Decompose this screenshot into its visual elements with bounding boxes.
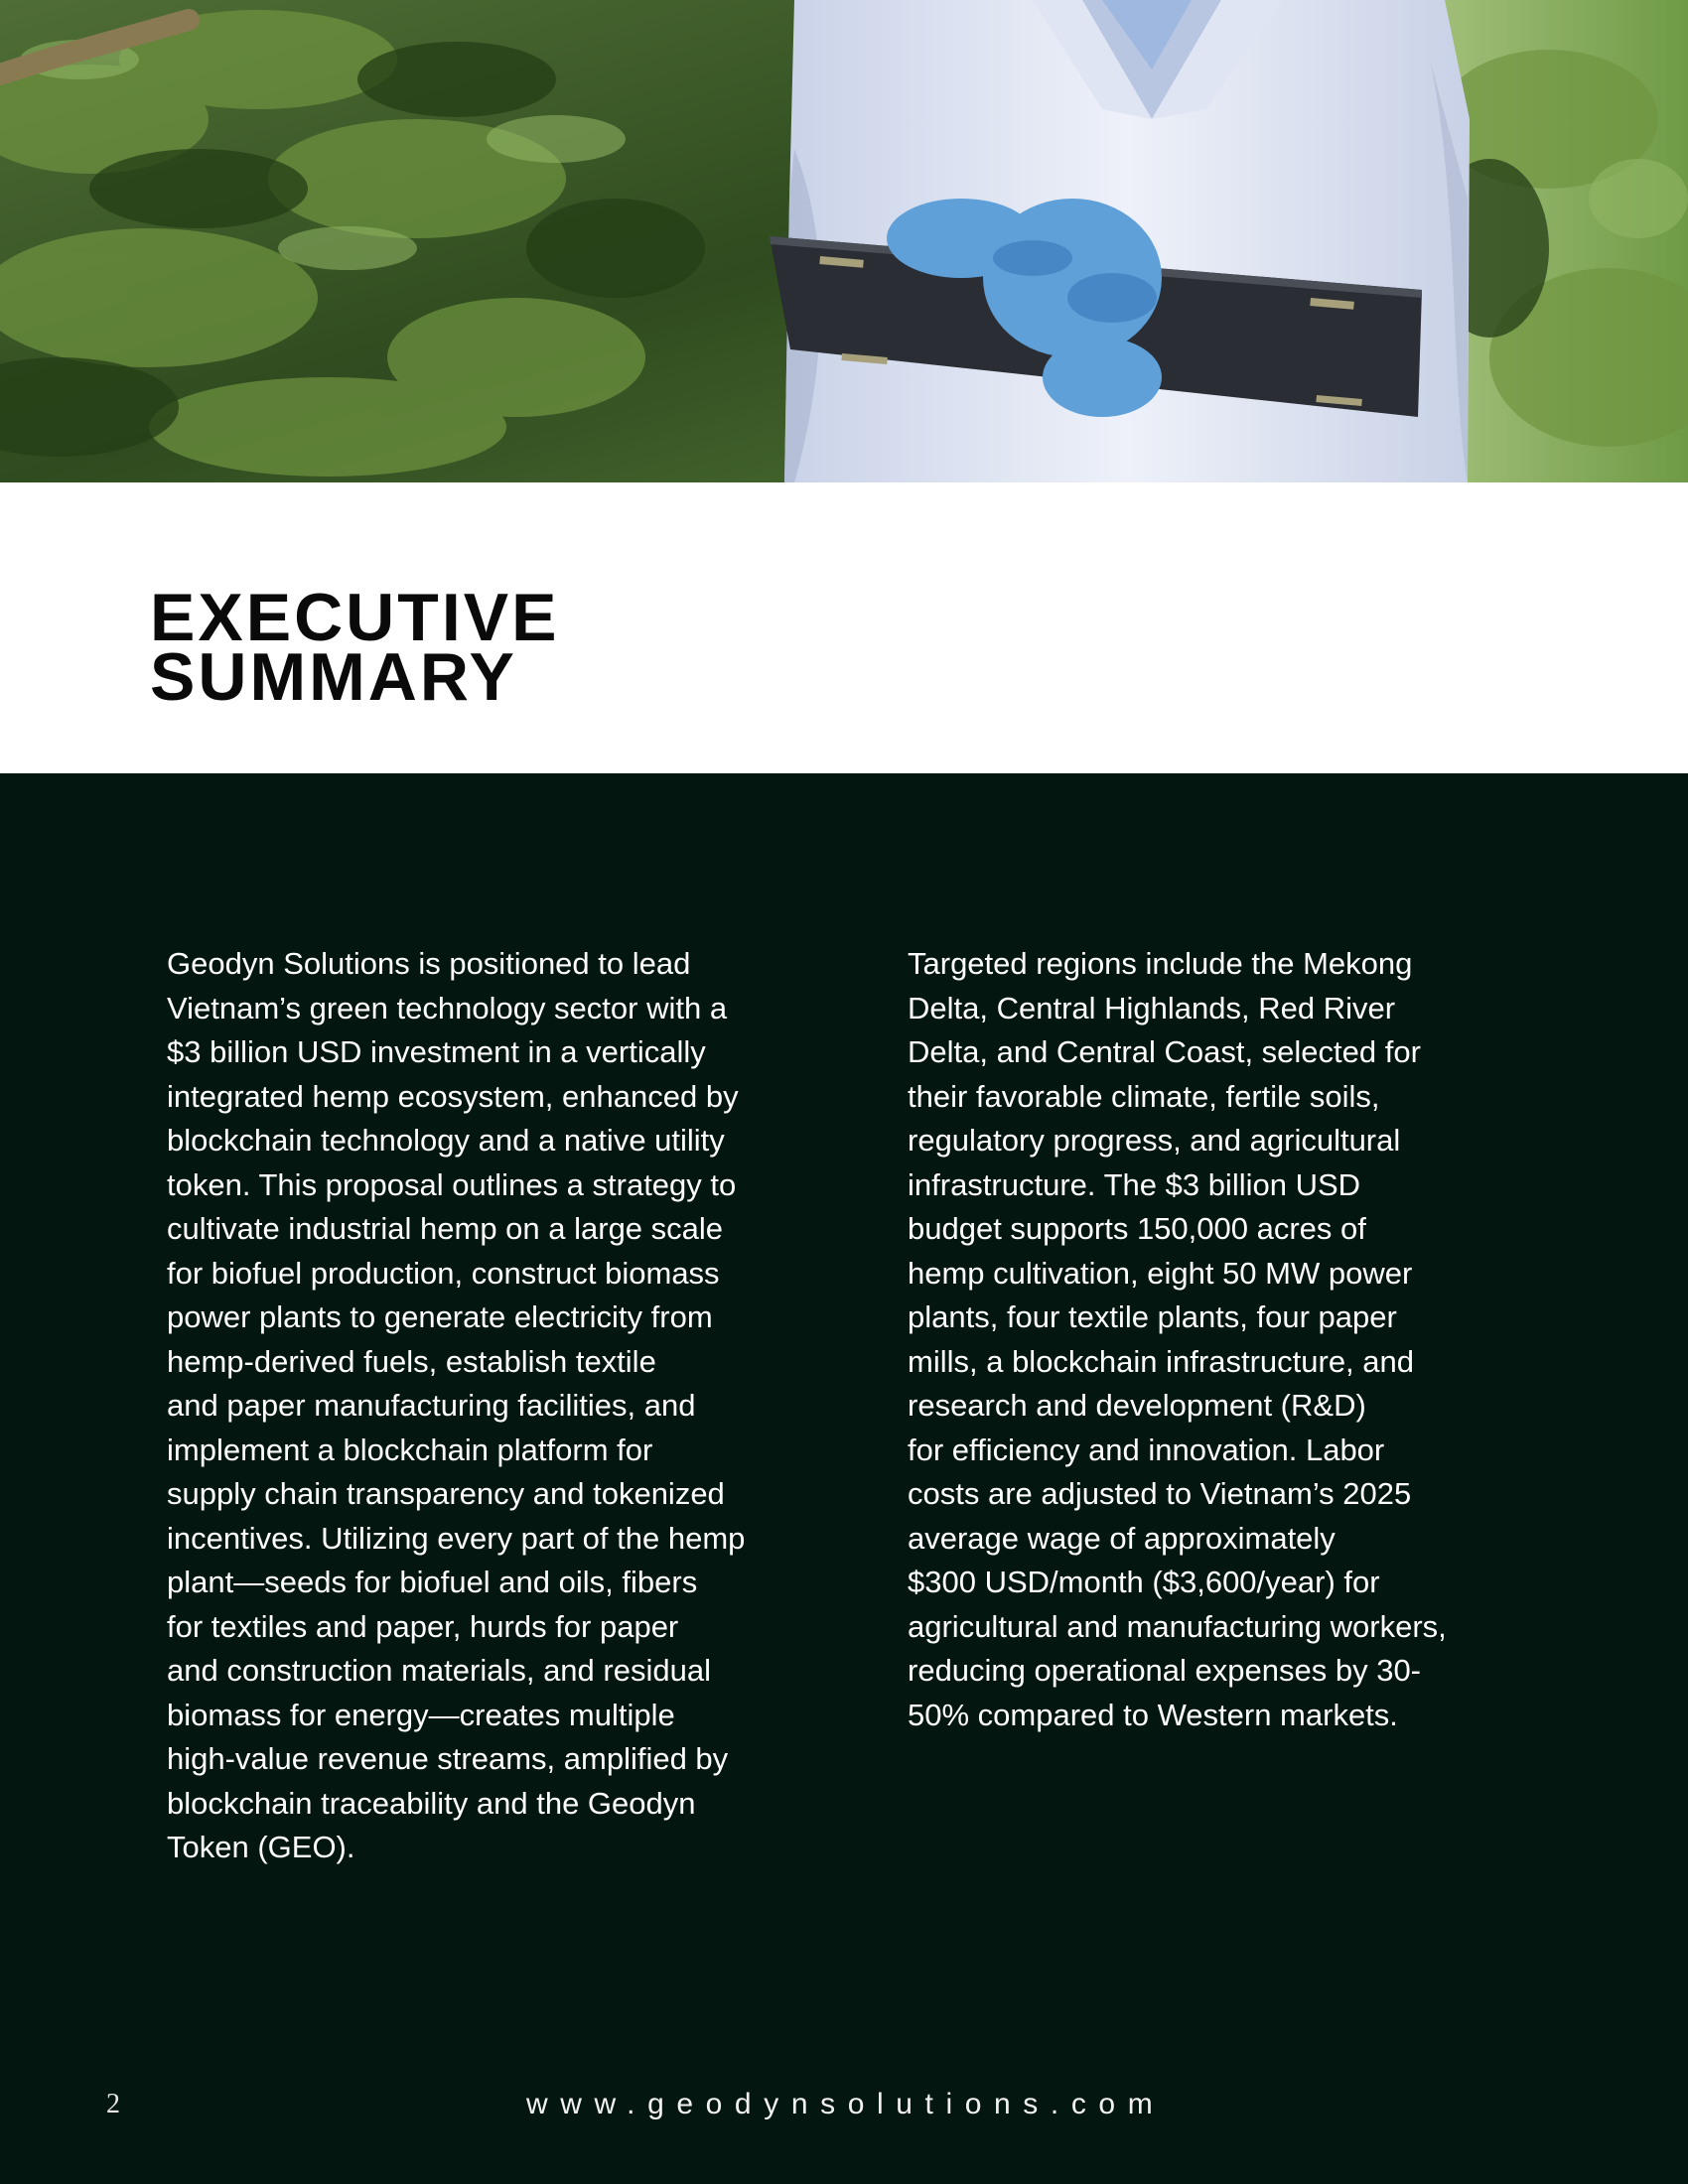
body-line: Token (GEO). bbox=[167, 1830, 355, 1864]
body-line: their favorable climate, fertile soils, bbox=[908, 1078, 1380, 1114]
body-line: mills, a blockchain infrastructure, and bbox=[908, 1343, 1415, 1379]
body-line: Vietnam’s green technology sector with a bbox=[167, 990, 728, 1025]
page-number: 2 bbox=[106, 2089, 120, 2119]
title-band bbox=[0, 482, 1688, 773]
body-line: $300 USD/month ($3,600/year) for bbox=[908, 1565, 1380, 1599]
body-line: hemp-derived fuels, establish textile bbox=[167, 1343, 656, 1379]
body-line: 50% compared to Western markets. bbox=[908, 1697, 1398, 1732]
body-line: regulatory progress, and agricultural bbox=[908, 1123, 1401, 1158]
body-line: for biofuel production, construct biomass bbox=[167, 1255, 720, 1291]
body-line: research and development (R&D) bbox=[908, 1388, 1366, 1423]
body-line: budget supports 150,000 acres of bbox=[908, 1211, 1366, 1246]
body-line: for efficiency and innovation. Labor bbox=[908, 1432, 1385, 1467]
page-title bbox=[150, 580, 845, 715]
hemp-researcher-illustration bbox=[0, 0, 1688, 482]
summary-column-right bbox=[908, 942, 1543, 1737]
body-line: token. This proposal outlines a strategy to bbox=[167, 1166, 737, 1202]
body-line: cultivate industrial hemp on a large scale bbox=[167, 1211, 724, 1246]
body-line: power plants to generate electricity from bbox=[167, 1299, 713, 1334]
body-line: agricultural and manufacturing workers, bbox=[908, 1608, 1447, 1644]
body-line: Geodyn Solutions is positioned to lead bbox=[167, 946, 691, 981]
body-line: implement a blockchain platform for bbox=[167, 1432, 653, 1467]
body-line: plant—seeds for biofuel and oils, fibers bbox=[167, 1565, 698, 1599]
body-line: plants, four textile plants, four paper bbox=[908, 1299, 1397, 1334]
page-title-line-2: SUMMARY bbox=[150, 639, 517, 715]
page-title-line-1: EXECUTIVE bbox=[150, 580, 560, 655]
body-line: average wage of approximately bbox=[908, 1520, 1336, 1556]
hero-photo bbox=[0, 0, 1688, 482]
body-line: Targeted regions include the Mekong bbox=[908, 946, 1413, 981]
body-line: integrated hemp ecosystem, enhanced by bbox=[167, 1078, 739, 1114]
body-line: biomass for energy—creates multiple bbox=[167, 1697, 675, 1732]
body-line: for textiles and paper, hurds for paper bbox=[167, 1608, 679, 1644]
body-line: hemp cultivation, eight 50 MW power bbox=[908, 1255, 1413, 1291]
website-link[interactable]: www.geodynsolutions.com bbox=[526, 2088, 1166, 2120]
summary-column-left bbox=[167, 942, 802, 1870]
body-line: supply chain transparency and tokenized bbox=[167, 1476, 725, 1511]
body-line: incentives. Utilizing every part of the hemp bbox=[167, 1520, 746, 1556]
body-line: costs are adjusted to Vietnam’s 2025 bbox=[908, 1476, 1412, 1511]
body-line: high-value revenue streams, amplified by bbox=[167, 1741, 729, 1776]
body-line: Delta, and Central Coast, selected for bbox=[908, 1034, 1421, 1069]
body-line: Delta, Central Highlands, Red River bbox=[908, 990, 1396, 1025]
body-line: infrastructure. The $3 billion USD bbox=[908, 1166, 1361, 1202]
body-line: blockchain technology and a native utility bbox=[167, 1123, 725, 1158]
body-line: blockchain traceability and the Geodyn bbox=[167, 1785, 696, 1821]
content-panel bbox=[0, 773, 1688, 2184]
body-line: reducing operational expenses by 30- bbox=[908, 1653, 1422, 1688]
body-line: and construction materials, and residual bbox=[167, 1653, 711, 1688]
body-line: $3 billion USD investment in a vertically bbox=[167, 1034, 706, 1069]
body-line: and paper manufacturing facilities, and bbox=[167, 1388, 696, 1423]
